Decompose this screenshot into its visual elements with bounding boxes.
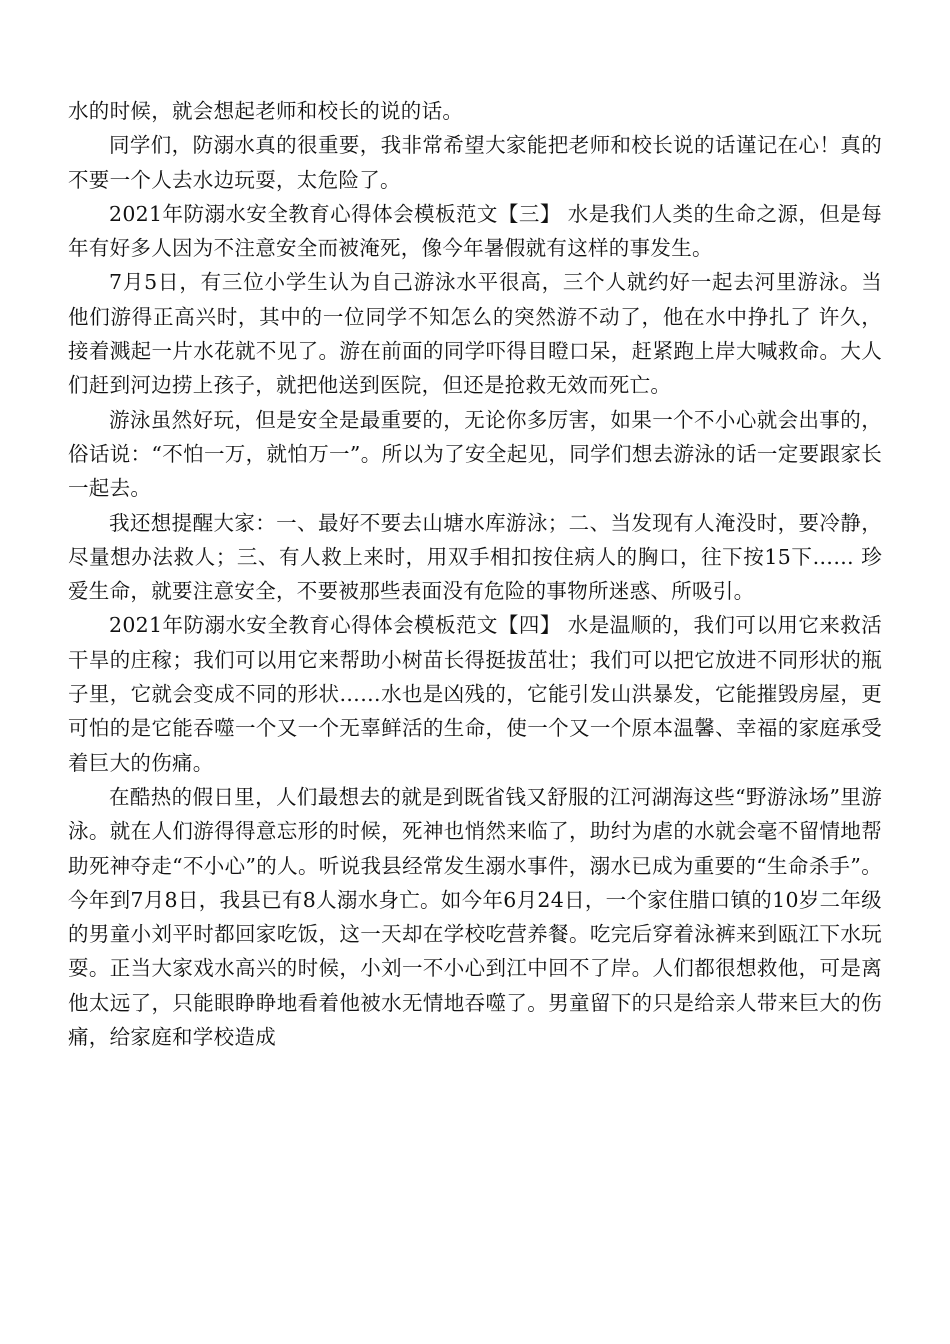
document-body bbox=[68, 94, 882, 1054]
paragraph-summer-swimming: 在酷热的假日里，人们最想去的就是到既省钱又舒服的江河湖海这些“野游泳场”里游泳。就在人们游得得意忘形的时候，死神也悄然来临了，助纣为虐的水就会毫不留情地帮助死神夺走“不小心”的人。听说我县经常发生溺水事件，溺水已成为重要的“生命杀手”。今年到7月8日，我县已有8人溺水身亡。如今年6月24日，一个家住腊口镇的10岁二年级的男童小刘平时都回家吃饭，这一天却在学校吃营养餐。吃完后穿着泳裤来到瓯江下水玩耍。正当大家戏水高兴的时候，小刘一不小心到江中回不了岸。人们都很想救他，可是离他太远了，只能眼睁睁地看着他被水无情地吞噬了。男童留下的只是给亲人带来巨大的伤痛，给家庭和学校造成 bbox=[68, 784, 882, 1050]
paragraph-continued: 水的时候，就会想起老师和校长的说的话。 bbox=[68, 99, 464, 123]
paragraph-july-story: 7月5日，有三位小学生认为自己游泳水平很高，三个人就约好一起去河里游泳。当他们游得正高兴时，其中的一位同学不知怎么的突然游不动了，他在水中挣扎了 许久，接着溅起一片水花就不见了。游在前面的同学吓得目瞪口呆，赶紧跑上岸大喊救命。大人们赶到河边捞上孩子，就把他送到医院，但还是抢救无效而死亡。 bbox=[68, 270, 882, 398]
paragraph-safety-first: 游泳虽然好玩，但是安全是最重要的，无论你多厉害，如果一个不小心就会出事的，俗话说：“不怕一万，就怕万一”。所以为了安全起见，同学们想去游泳的话一定要跟家长一起去。 bbox=[68, 407, 882, 501]
paragraph-plea: 同学们，防溺水真的很重要，我非常希望大家能把老师和校长说的话谨记在心！真的不要一个人去水边玩耍，太危险了。 bbox=[68, 133, 882, 192]
paragraph-essay-four-intro: 2021年防溺水安全教育心得体会模板范文【四】 水是温顺的，我们可以用它来救活干旱的庄稼；我们可以用它来帮助小树苗长得挺拔茁壮；我们可以把它放进不同形状的瓶子里，它就会变成不同的形状……水也是凶残的，它能引发山洪暴发，它能摧毁房屋，更可怕的是它能吞噬一个又一个无辜鲜活的生命，使一个又一个原本温馨、幸福的家庭承受着巨大的伤痛。 bbox=[68, 613, 882, 775]
paragraph-reminders: 我还想提醒大家：一、最好不要去山塘水库游泳；二、当发现有人淹没时，要冷静，尽量想办法救人；三、有人救上来时，用双手相扣按住病人的胸口，往下按15下…… 珍爱生命，就要注意安全，不要被那些表面没有危险的事物所迷惑、所吸引。 bbox=[68, 510, 882, 604]
paragraph-essay-three-intro: 2021年防溺水安全教育心得体会模板范文【三】 水是我们人类的生命之源，但是每年有好多人因为不注意安全而被淹死，像今年暑假就有这样的事发生。 bbox=[68, 201, 882, 261]
